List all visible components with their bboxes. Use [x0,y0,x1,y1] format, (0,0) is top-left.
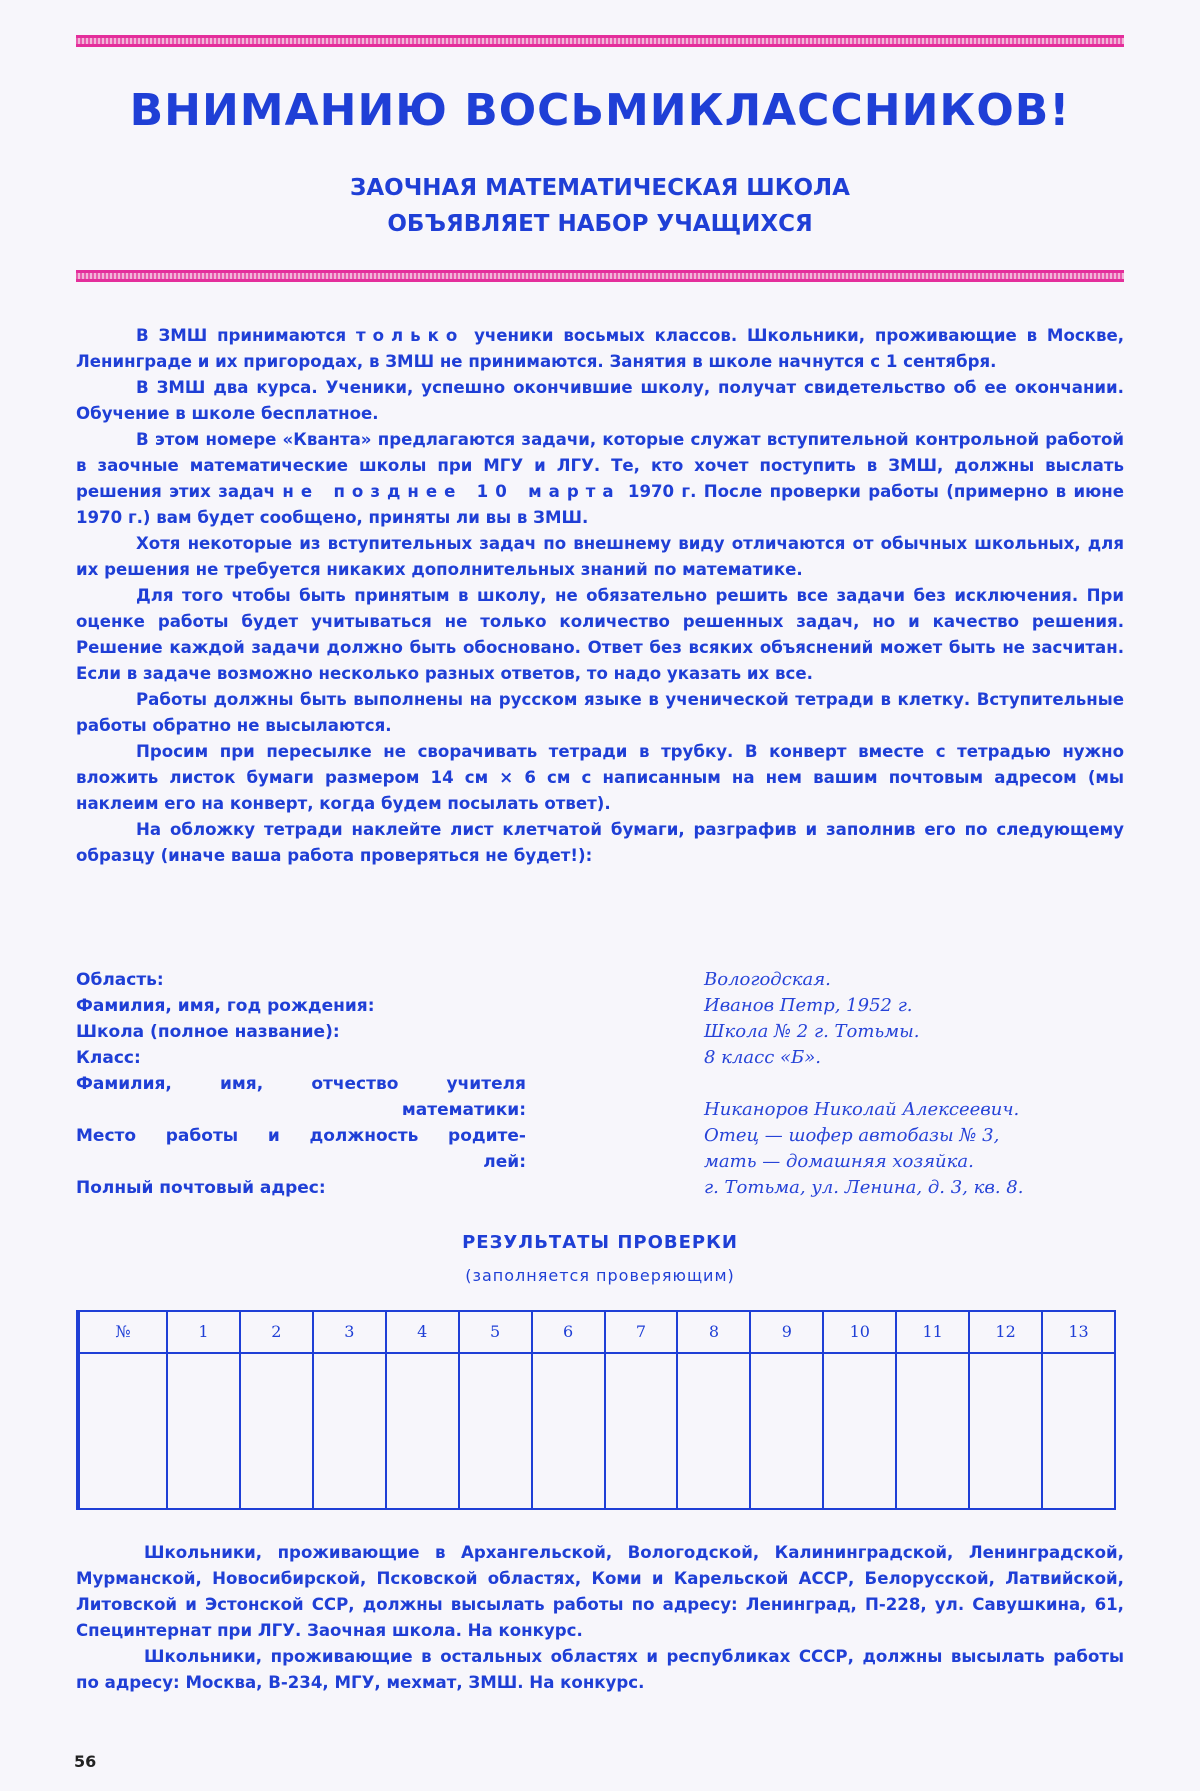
label-parents-word: и [267,1126,280,1146]
label-name: Фамилия, имя, год рождения: [76,996,375,1016]
table-column-header: 5 [490,1322,501,1341]
table-column-header: 13 [1068,1322,1089,1341]
middle-decorative-rule [76,270,1124,282]
page-number: 56 [74,1752,97,1771]
table-column-header: 11 [922,1322,943,1341]
paragraph-courses: В ЗМШ два курса. Ученики, успешно окончившие школу, получат свидетельство об ее окончании. Обучение в школе бесплатное. [76,378,1124,423]
table-column-header: 6 [562,1322,574,1341]
label-teacher-word: Фамилия, [76,1074,172,1094]
table-column-task [895,1312,968,1508]
table-column-header: 2 [271,1322,282,1341]
value-parents-1: Отец — шофер автобазы № 3, [704,1125,1000,1146]
label-teacher [76,1071,526,1097]
table-column-header: 9 [781,1322,792,1341]
table-column-header: 1 [198,1322,209,1341]
label-parents-word: Место [76,1126,137,1146]
page-title: ВНИМАНИЮ ВОСЬМИКЛАССНИКОВ! [129,85,1071,136]
paragraph-evaluation: Для того чтобы быть принятым в школу, не обязательно решить все задачи без исключения. При оценке работы будет учитываться не только количество решенных задач, но и качество решения. Решение каждой задачи должно быть обосновано. Ответ без всяких объяснений может быть не засчитан. Если в задаче возможно несколько разных ответов, то надо указать их все. [76,586,1124,683]
label-teacher-cont: математики: [401,1100,526,1120]
value-address: г. Тотьма, ул. Ленина, д. 3, кв. 8. [704,1177,1024,1198]
label-parents-word: родите- [448,1126,526,1146]
label-teacher-word: учителя [446,1074,526,1094]
emphasis-deadline: не позднее 10 марта [282,482,621,501]
value-name: Иванов Петр, 1952 г. [704,995,913,1016]
table-column-task [458,1312,531,1508]
paragraph-knowledge: Хотя некоторые из вступительных задач по внешнему виду отличаются от обычных школьных, для их решения не требуется никаких дополнительных знаний по математике. [76,534,1124,579]
paragraph-admission [76,323,1124,375]
value-class: 8 класс «Б». [704,1047,821,1068]
table-column-header: 7 [635,1322,647,1341]
table-column-task [1041,1312,1114,1508]
paragraph-mailing: Просим при пересылке не сворачивать тетради в трубку. В конверт вместе с тетрадью нужно вложить листок бумаги размером 14 см × 6 см с написанным на нем вашим почтовым адресом (мы наклеим его на конверт, когда будем посылать ответ). [76,742,1124,813]
label-parents [76,1123,526,1149]
label-school: Школа (полное название): [76,1022,340,1042]
paragraph-admission-text-b: ученики восьмых классов. Школьники, проживающие в Москве, Ленинграде и их пригородах, в ЗМШ не принимаются. Занятия в школе начнутся с 1 сентября. [76,326,1124,371]
table-column-number [78,1312,166,1508]
value-spacer [704,1071,1134,1097]
table-column-task [822,1312,895,1508]
value-school: Школа № 2 г. Тотьмы. [704,1021,920,1042]
table-column-header: 8 [708,1322,719,1341]
results-subtitle: (заполняется проверяющим) [465,1266,735,1285]
label-teacher-word: имя, [220,1074,264,1094]
table-column-header: 4 [417,1322,428,1341]
paragraph-cover: На обложку тетради наклейте лист клетчатой бумаги, разграфив и заполнив его по следующему образцу (иначе ваша работа проверяться не будет!): [76,820,1124,865]
paragraph-deadline-text-a: В этом номере «Кванта» предлагаются задачи, которые служат вступительной контрольной работой в заочные математические школы при МГУ и ЛГУ. Те, кто хочет поступить в ЗМШ, должны выслать решения этих задач [76,430,1124,501]
footer-paragraph-moscow: Школьники, проживающие в остальных областях и республиках СССР, должны высылать работы по адресу: Москва, В-234, МГУ, мехмат, ЗМШ. На конкурс. [76,1647,1124,1692]
paragraph-deadline [76,427,1124,531]
table-column-task [968,1312,1041,1508]
table-column-task [604,1312,677,1508]
table-column-task [385,1312,458,1508]
results-title: РЕЗУЛЬТАТЫ ПРОВЕРКИ [462,1232,738,1253]
value-parents-2: мать — домашняя хозяйка. [704,1151,974,1172]
form-labels [76,967,526,1201]
value-region: Вологодская. [704,969,831,990]
table-column-header: 3 [344,1322,355,1341]
footer-paragraph-leningrad: Школьники, проживающие в Архангельской, Вологодской, Калининградской, Ленинградской, Мурманской, Новосибирской, Псковской областях, Коми и Карельской АССР, Белорусской, Латвийской, Литовской и Эстонской ССР, должны высылать работы по адресу: Ленинград, П-228, ул. Савушкина, 61, Специнтернат при ЛГУ. Заочная школа. На конкурс. [76,1543,1124,1640]
label-region: Область: [76,970,164,990]
table-column-task [312,1312,385,1508]
paragraph-deadline-text-b: 1970 г. После проверки работы (примерно в июне 1970 г.) вам будет сообщено, приняты ли вы в ЗМШ. [76,482,1125,527]
table-column-task [166,1312,239,1508]
label-address: Полный почтовый адрес: [76,1178,326,1198]
table-column-header: 10 [849,1322,870,1341]
form-values [704,967,1134,1201]
table-column-header: № [115,1322,131,1341]
subtitle-line-2: ОБЪЯВЛЯЕТ НАБОР УЧАЩИХСЯ [387,211,813,237]
subtitle-line-1: ЗАОЧНАЯ МАТЕМАТИЧЕСКАЯ ШКОЛА [350,175,850,201]
table-column-task [531,1312,604,1508]
label-class: Класс: [76,1048,141,1068]
table-column-task [676,1312,749,1508]
top-decorative-rule [76,35,1124,47]
label-parents-word: работы [165,1126,239,1146]
paragraph-admission-text-a: В ЗМШ принимаются [136,326,356,345]
label-parents-word: должность [309,1126,419,1146]
label-parents-cont: лей: [483,1152,526,1172]
subtitle [0,170,1200,242]
table-column-task [239,1312,312,1508]
label-teacher-word: отчество [311,1074,399,1094]
footer-addresses [76,1540,1124,1696]
emphasis-only: только [355,326,465,345]
paragraph-language: Работы должны быть выполнены на русском языке в ученической тетради в клетку. Вступительные работы обратно не высылаются. [76,690,1124,735]
results-table [76,1310,1116,1510]
announcement-body [76,323,1124,869]
table-column-header: 12 [995,1322,1016,1341]
table-column-task [749,1312,822,1508]
value-teacher: Никаноров Николай Алексеевич. [704,1099,1020,1120]
